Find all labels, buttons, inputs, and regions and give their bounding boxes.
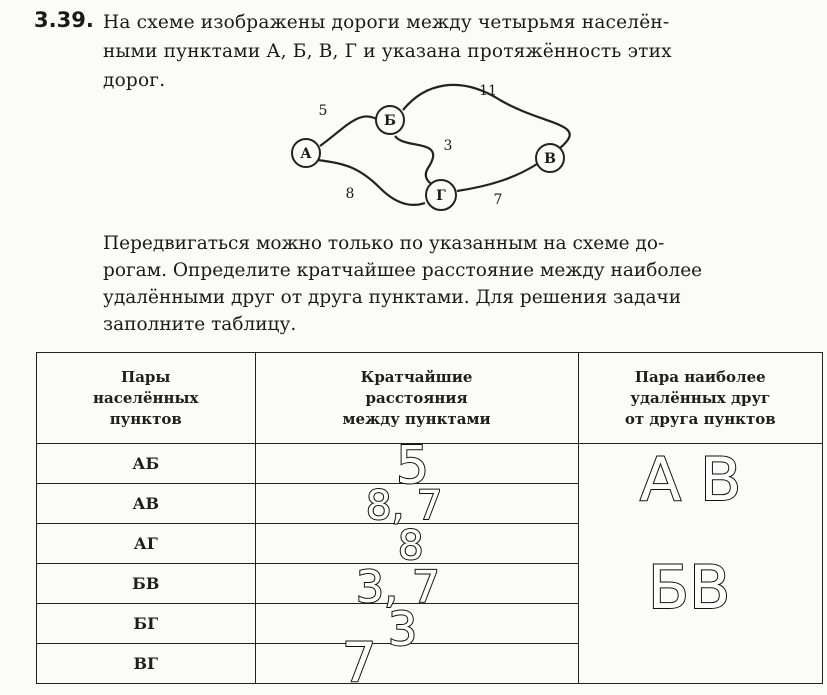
header-distances: Кратчайшие расстояния между пунктами <box>255 353 578 444</box>
node-label: Г <box>436 188 446 204</box>
edge-length: 5 <box>318 103 328 119</box>
intro-line: дорог. <box>103 70 166 91</box>
handwritten-distance: 3 <box>388 602 418 656</box>
road-a-b <box>320 116 378 146</box>
task-line: Передвигаться можно только по указанным на схеме до- <box>103 233 665 254</box>
node-label: А <box>300 146 312 162</box>
road-g-v <box>457 164 537 191</box>
node-label: В <box>544 151 556 167</box>
edge-length: 11 <box>479 83 497 99</box>
road-b-g <box>395 136 433 184</box>
node-label: Б <box>384 113 396 129</box>
road-a-g <box>317 160 425 205</box>
task-line: удалёнными друг от друга пунктами. Для решения задачи <box>103 287 682 308</box>
pair-cell: АБ <box>37 444 256 484</box>
table-header-row <box>37 353 823 444</box>
handwritten-distance: 8, 7 <box>366 483 443 529</box>
pair-cell: АГ <box>37 524 256 564</box>
handwritten-distance: 8 <box>398 523 424 569</box>
header-pairs: Пары населённых пунктов <box>37 353 256 444</box>
edge-length: 3 <box>443 138 453 154</box>
intro-line: На схеме изображены дороги между четырьмя населён- <box>103 12 670 33</box>
pair-cell: АВ <box>37 484 256 524</box>
handwritten-distance: 3, 7 <box>356 562 440 613</box>
pair-cell: ВГ <box>37 644 256 684</box>
edge-length: 7 <box>493 192 503 208</box>
pair-cell: БВ <box>37 564 256 604</box>
edge-length: 8 <box>345 186 355 202</box>
problem-number: 3.39. <box>34 8 94 32</box>
road-diagram <box>260 78 580 218</box>
handwritten-answer: БВ <box>648 553 731 623</box>
task-line: рогам. Определите кратчайшее расстояние между наиболее <box>103 260 703 281</box>
problem-task <box>103 230 815 338</box>
handwritten-distance: 5 <box>396 436 430 496</box>
task-line: заполните таблицу. <box>103 314 297 335</box>
header-farthest-pair: Пара наиболее удалённых друг от друга пунктов <box>578 353 822 444</box>
pair-cell: БГ <box>37 604 256 644</box>
handwritten-distance: 7 <box>342 631 377 694</box>
intro-line: ными пунктами А, Б, В, Г и указана протяжённость этих <box>103 41 672 62</box>
handwritten-answer: А В <box>640 445 742 515</box>
